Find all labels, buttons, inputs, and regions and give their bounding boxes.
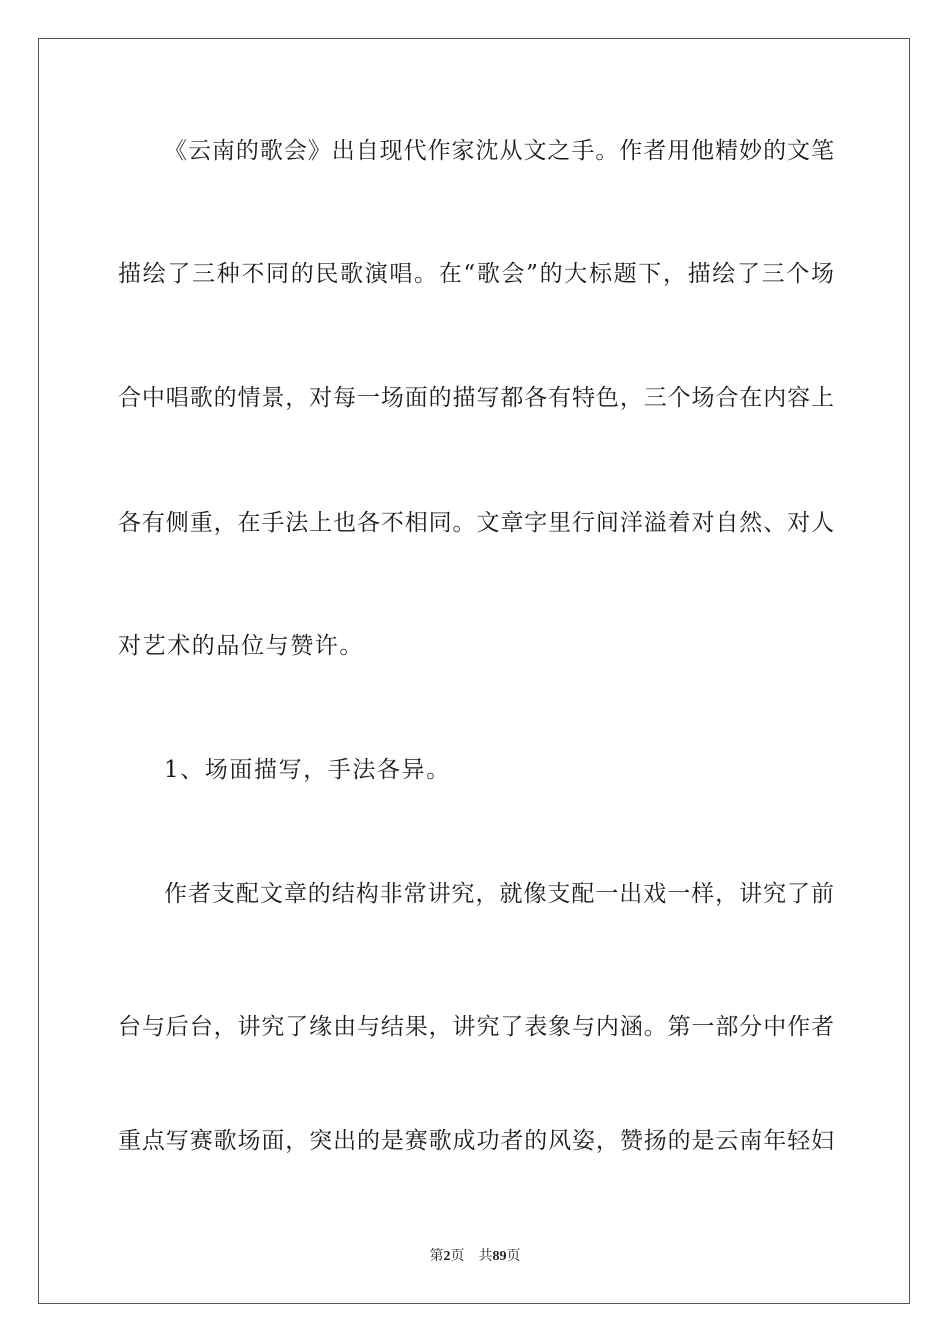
page-prefix: 第 [429,1248,444,1264]
page-footer [0,1247,950,1266]
total-prefix: 共 [478,1248,493,1264]
body-line-9: 重点写赛歌场面，突出的是赛歌成功者的风姿，赞扬的是云南年轻妇 [118,1128,834,1154]
body-line-8: 台与后台，讲究了缘由与结果，讲究了表象与内涵。第一部分中作者 [118,1014,834,1040]
page-border [38,38,910,1304]
page-suffix: 页 [450,1248,465,1264]
body-line-4: 各有侧重，在手法上也各不相同。文章字里行间洋溢着对自然、对人 [118,510,834,536]
section-heading: 1、场面描写，手法各异。 [164,757,451,783]
total-suffix: 页 [506,1248,521,1264]
body-line-7: 作者支配文章的结构非常讲究，就像支配一出戏一样，讲究了前 [164,881,834,907]
body-line-5: 对艺术的品位与赞许。 [118,633,364,659]
total-pages: 89 [492,1249,507,1264]
body-line-2: 描绘了三种不同的民歌演唱。在“歌会”的大标题下，描绘了三个场 [118,261,834,287]
body-line-1: 《云南的歌会》出自现代作家沈从文之手。作者用他精妙的文笔 [164,138,834,164]
page-number: 2 [443,1249,451,1264]
body-line-3: 合中唱歌的情景，对每一场面的描写都各有特色，三个场合在内容上 [118,385,834,411]
